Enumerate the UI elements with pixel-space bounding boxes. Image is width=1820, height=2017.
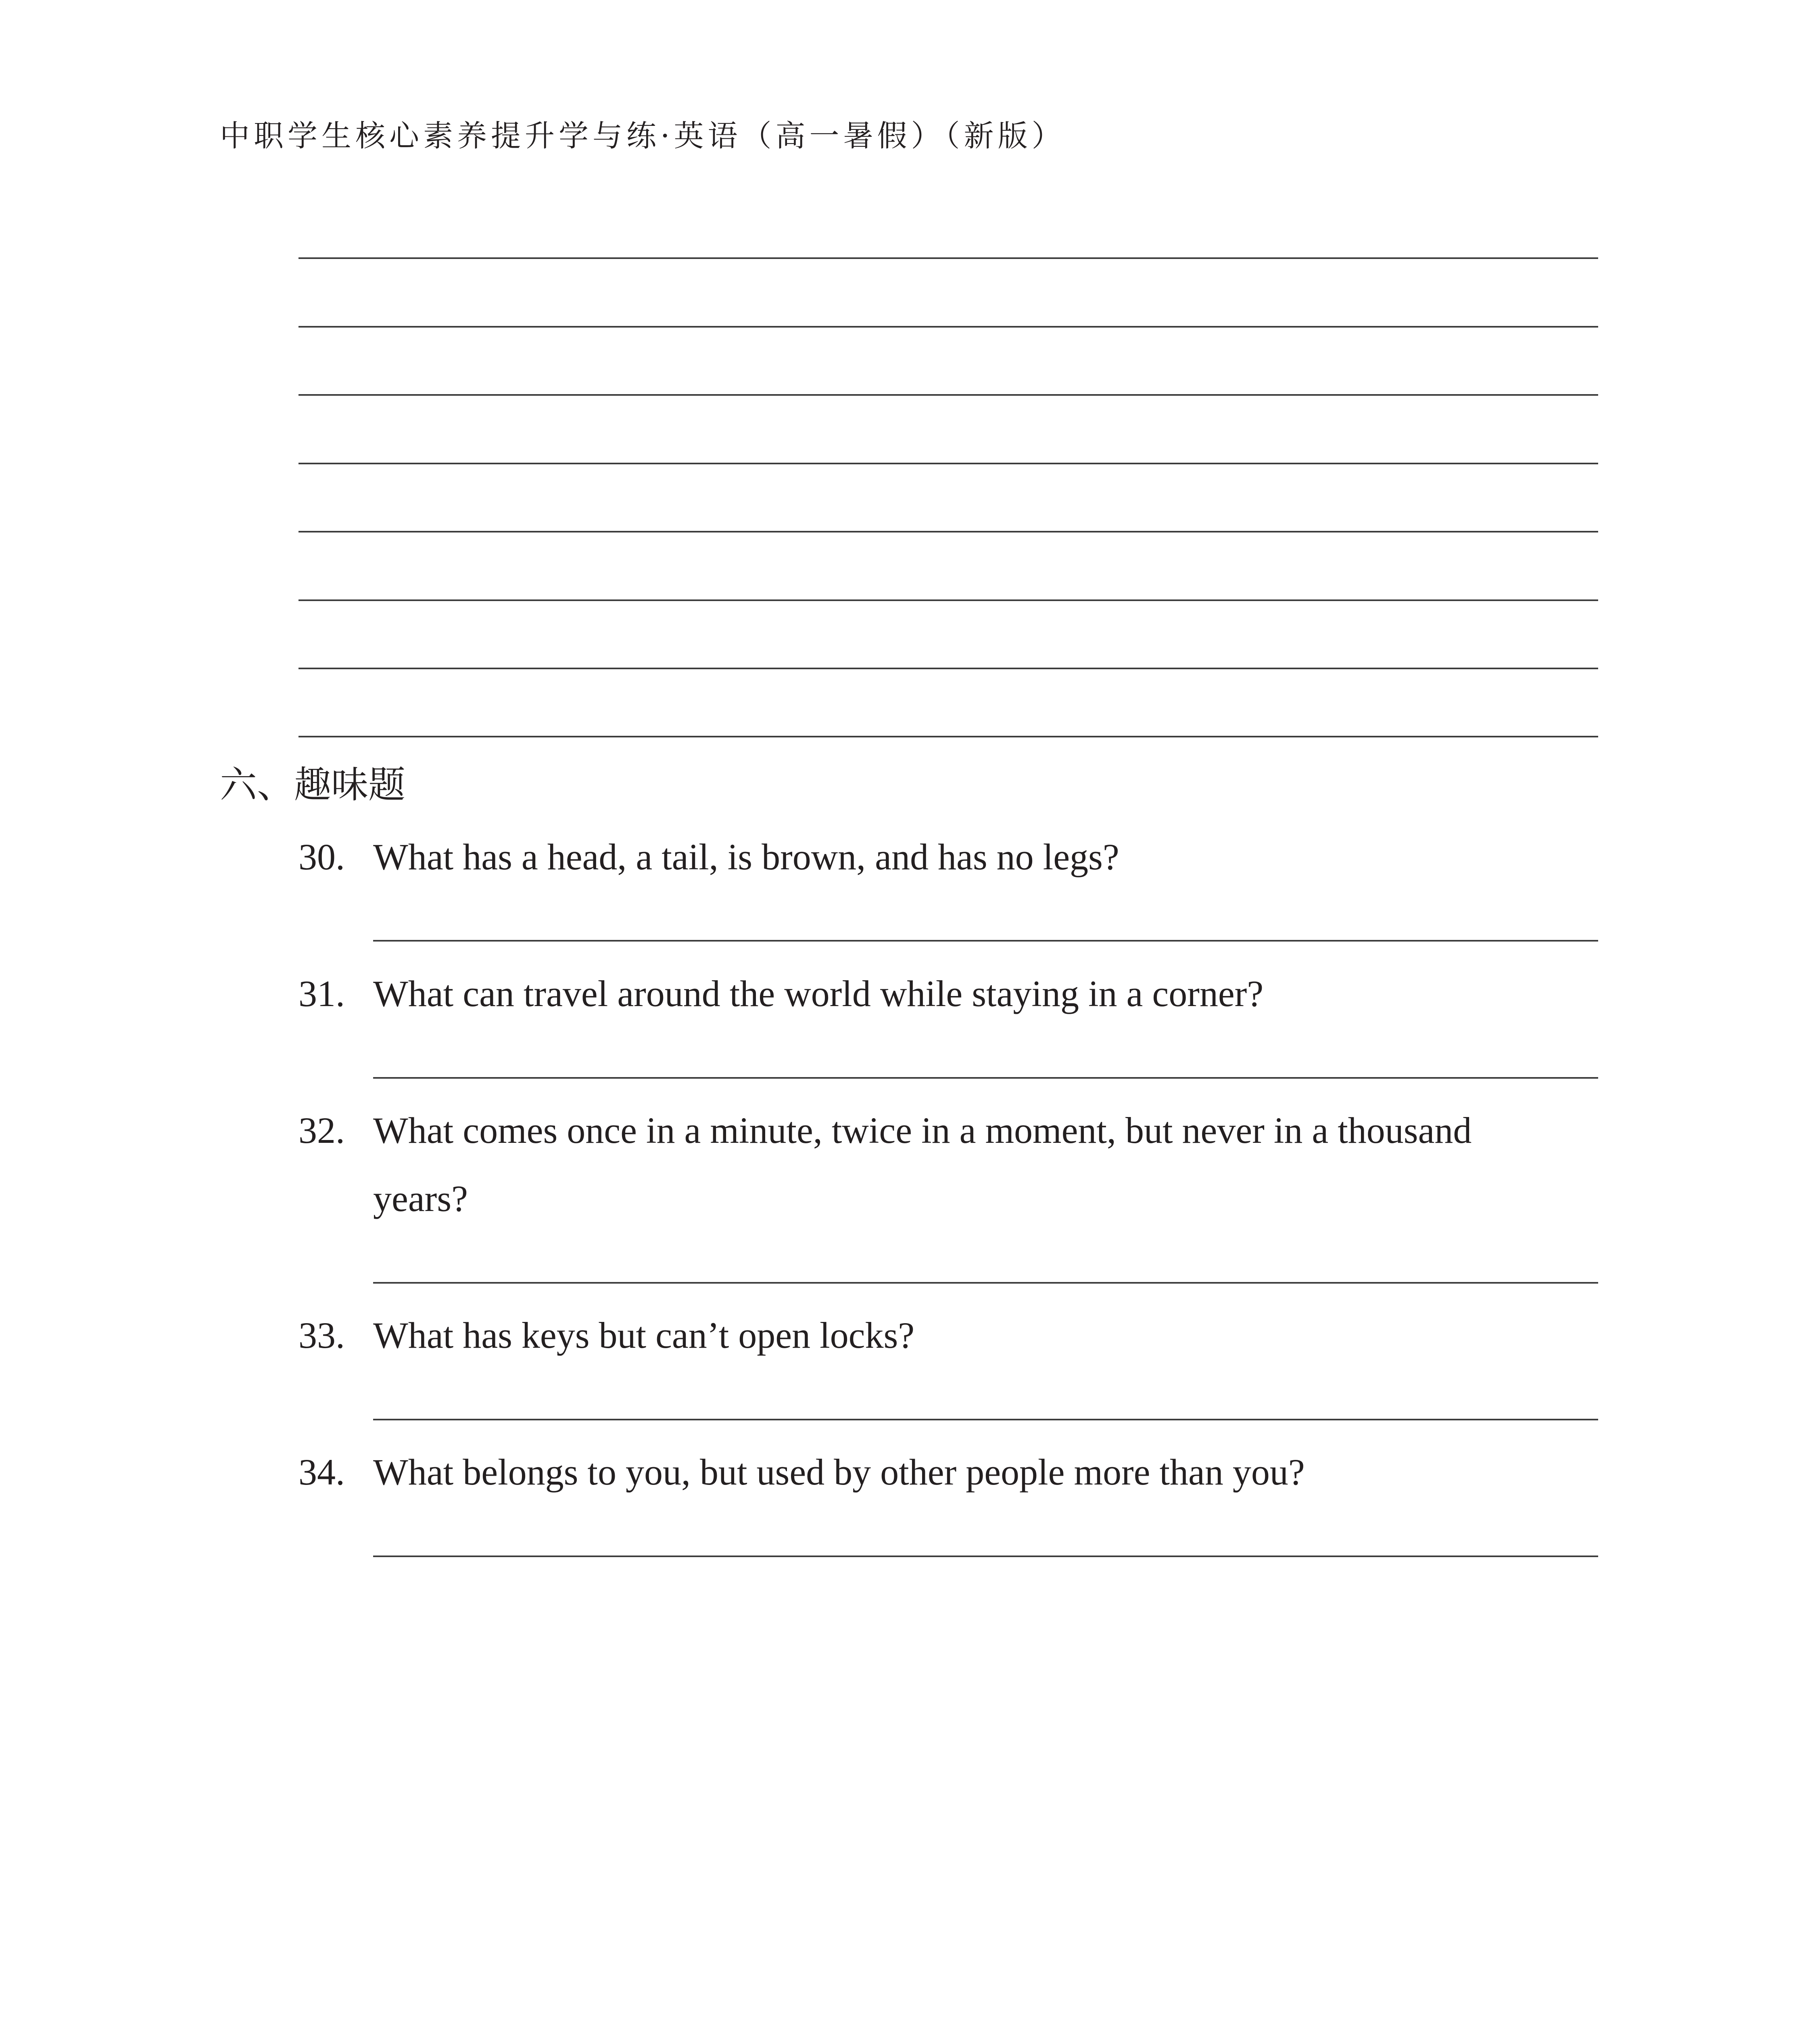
writing-line[interactable]: [298, 668, 1598, 669]
writing-line[interactable]: [298, 531, 1598, 532]
writing-line[interactable]: [298, 326, 1598, 328]
answer-line-33[interactable]: [373, 1419, 1598, 1420]
question-30: [298, 838, 1119, 875]
question-32-continuation: years?: [373, 1178, 468, 1219]
running-header: 中职学生核心素养提升学与练·英语（高一暑假）（新版）: [220, 119, 1066, 153]
question-number: 34.: [298, 1451, 345, 1493]
question-34: [298, 1453, 1305, 1491]
answer-line-31[interactable]: [373, 1077, 1598, 1079]
section-heading: 六、趣味题: [220, 763, 406, 806]
writing-line[interactable]: [298, 463, 1598, 464]
writing-lines-block: [298, 0, 1598, 742]
question-text: What comes once in a minute, twice in a moment, but never in a thousand: [373, 1110, 1472, 1151]
question-number: 33.: [298, 1315, 345, 1356]
answer-line-30[interactable]: [373, 940, 1598, 942]
answer-line-32[interactable]: [373, 1282, 1598, 1284]
question-number: 31.: [298, 973, 345, 1014]
question-33: [298, 1317, 914, 1354]
question-text: What belongs to you, but used by other people more than you?: [373, 1451, 1305, 1493]
question-text: What has a head, a tail, is brown, and has no legs?: [373, 836, 1119, 877]
question-text: What can travel around the world while staying in a corner?: [373, 973, 1264, 1014]
question-31: [298, 975, 1263, 1012]
question-32: [298, 1112, 1471, 1149]
writing-line[interactable]: [298, 736, 1598, 737]
answer-line-34[interactable]: [373, 1556, 1598, 1557]
writing-line[interactable]: [298, 599, 1598, 601]
writing-line[interactable]: [298, 394, 1598, 396]
question-text: What has keys but can’t open locks?: [373, 1315, 915, 1356]
question-number: 30.: [298, 836, 345, 877]
writing-line[interactable]: [298, 257, 1598, 259]
question-number: 32.: [298, 1110, 345, 1151]
